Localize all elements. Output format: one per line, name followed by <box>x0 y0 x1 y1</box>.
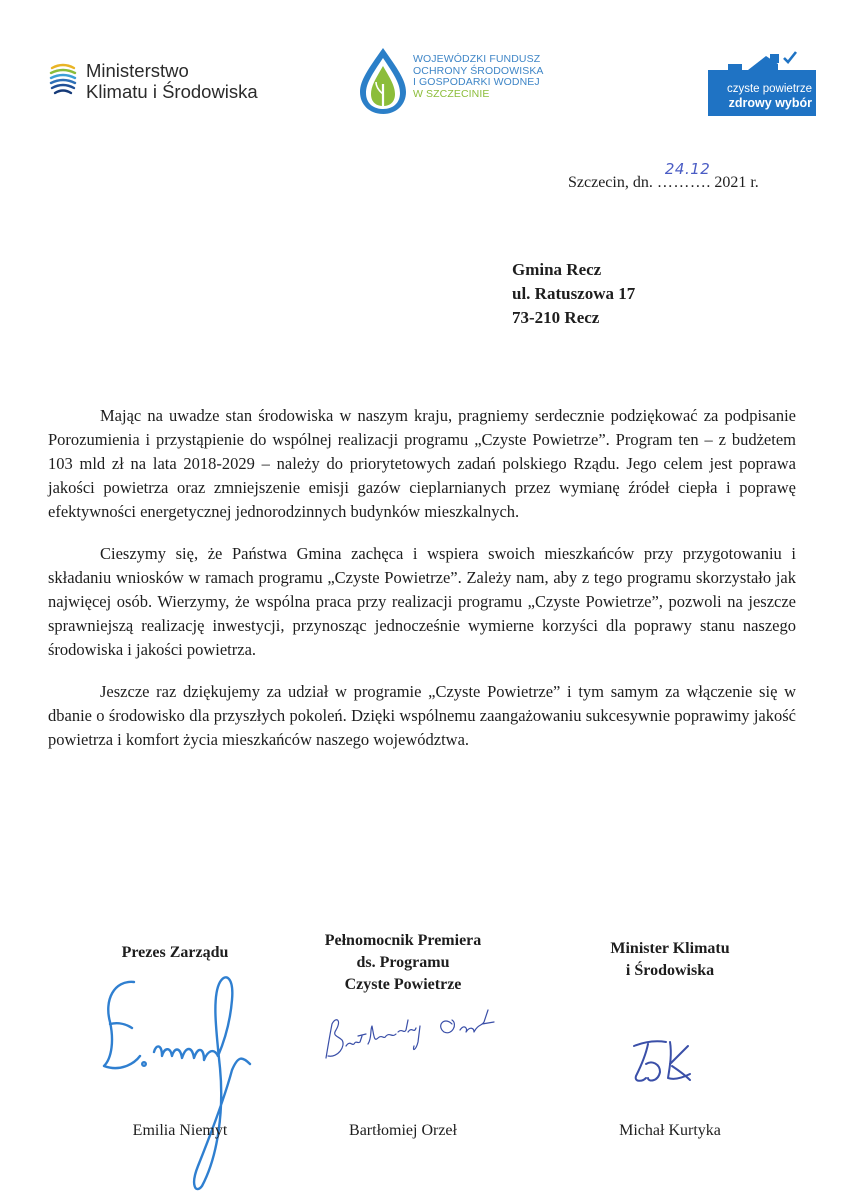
signature-scrawl-niemyt <box>92 960 262 1192</box>
handwritten-date: 24.12 <box>664 160 711 178</box>
signatory-name-1: Emilia Niemyt <box>132 1122 228 1139</box>
paragraph-3: Jeszcze raz dziękujemy za udział w programie „Czyste Powietrze” i tym samym za włączenie się w dbanie o środowisko dla przyszłych pokoleń. Dzięki wspólnemu zaangażowaniu sukcesywnie poprawimy jakość powietrza i komfort życia mieszkańców naszego województwa. <box>48 682 796 749</box>
signature-title-3 <box>580 938 760 982</box>
signatory-name-2: Bartłomiej Orzeł <box>349 1122 457 1139</box>
recipient-city: 73-210 Recz <box>512 308 600 327</box>
recipient-street: ul. Ratuszowa 17 <box>512 284 636 303</box>
paragraph-1: Mając na uwadze stan środowiska w naszym kraju, pragniemy serdecznie podziękować za podpisanie Porozumienia i przystąpienie do wspólnej realizacji programu „Czyste Powietrze”. Program ten – z budżetem 103 mld zł na lata 2018-2029 – należy do priorytetowych zadań polskiego Rządu. Jego celem jest poprawa jakości powietrza oraz zmniejszenie emisji gazów cieplarnianych przez wymianę źródeł ciepła i poprawę efektywności energetycznej jednorodzinnych budynków mieszkalnych. <box>48 406 796 521</box>
fund-logo <box>357 46 577 118</box>
signature-scrawl-orzel <box>312 1002 512 1072</box>
program-logo-line2: zdrowy wybór <box>728 96 812 110</box>
signature-2-title-line2: ds. Programu <box>356 954 450 971</box>
date-dots: ……… 24.12 <box>656 160 711 191</box>
program-logo-line1: czyste powietrze <box>726 83 812 95</box>
signatory-name-3: Michał Kurtyka <box>619 1122 721 1139</box>
date-line <box>568 160 759 192</box>
fund-name-line2: OCHRONY ŚRODOWISKA <box>413 64 544 77</box>
signature-3-title-line1: Minister Klimatu <box>610 940 730 957</box>
ministry-logo <box>48 58 288 108</box>
fund-name-city: W SZCZECINIE <box>413 87 490 100</box>
ministry-name-line1: Ministerstwo <box>86 60 189 81</box>
fund-name-line3: I GOSPODARKI WODNEJ <box>413 76 540 88</box>
date-prefix: Szczecin, dn. <box>568 174 653 191</box>
signature-2-title-line3: Czyste Powietrze <box>344 976 462 993</box>
signature-3-title-line2: i Środowiska <box>625 962 715 979</box>
recipient-name: Gmina Recz <box>512 260 602 279</box>
signature-title-2 <box>308 930 498 996</box>
ministry-name-line2: Klimatu i Środowiska <box>86 81 258 102</box>
signature-scrawl-kurtyka <box>626 1034 696 1090</box>
fund-name <box>413 54 544 100</box>
date-suffix: . 2021 r. <box>706 174 759 191</box>
signature-1-title-line1: Prezes Zarządu <box>121 944 229 961</box>
fund-name-line1: WOJEWÓDZKI FUNDUSZ <box>413 53 541 65</box>
letter-body <box>48 404 796 770</box>
program-logo-text <box>708 82 812 110</box>
signature-2-title-line1: Pełnomocnik Premiera <box>324 932 482 949</box>
ministry-name <box>86 60 258 102</box>
ministry-emblem-icon <box>48 58 78 98</box>
recipient-address <box>512 258 635 330</box>
program-logo <box>708 50 816 116</box>
water-drop-icon <box>357 46 409 116</box>
paragraph-2: Cieszymy się, że Państwa Gmina zachęca i wspiera swoich mieszkańców przy przygotowaniu i składaniu wniosków w ramach programu „Czyste Powietrze”. Zależy nam, aby z tego programu skorzystało jak najwięcej osób. Wierzymy, że wspólna praca przy realizacji programu „Czyste Powietrze”, pozwoli na jeszcze sprawniejszą realizację inwestycji, przynosząc jednocześnie wymierne korzyści dla poprawy stanu naszego środowiska i jakości powietrza. <box>48 544 796 659</box>
